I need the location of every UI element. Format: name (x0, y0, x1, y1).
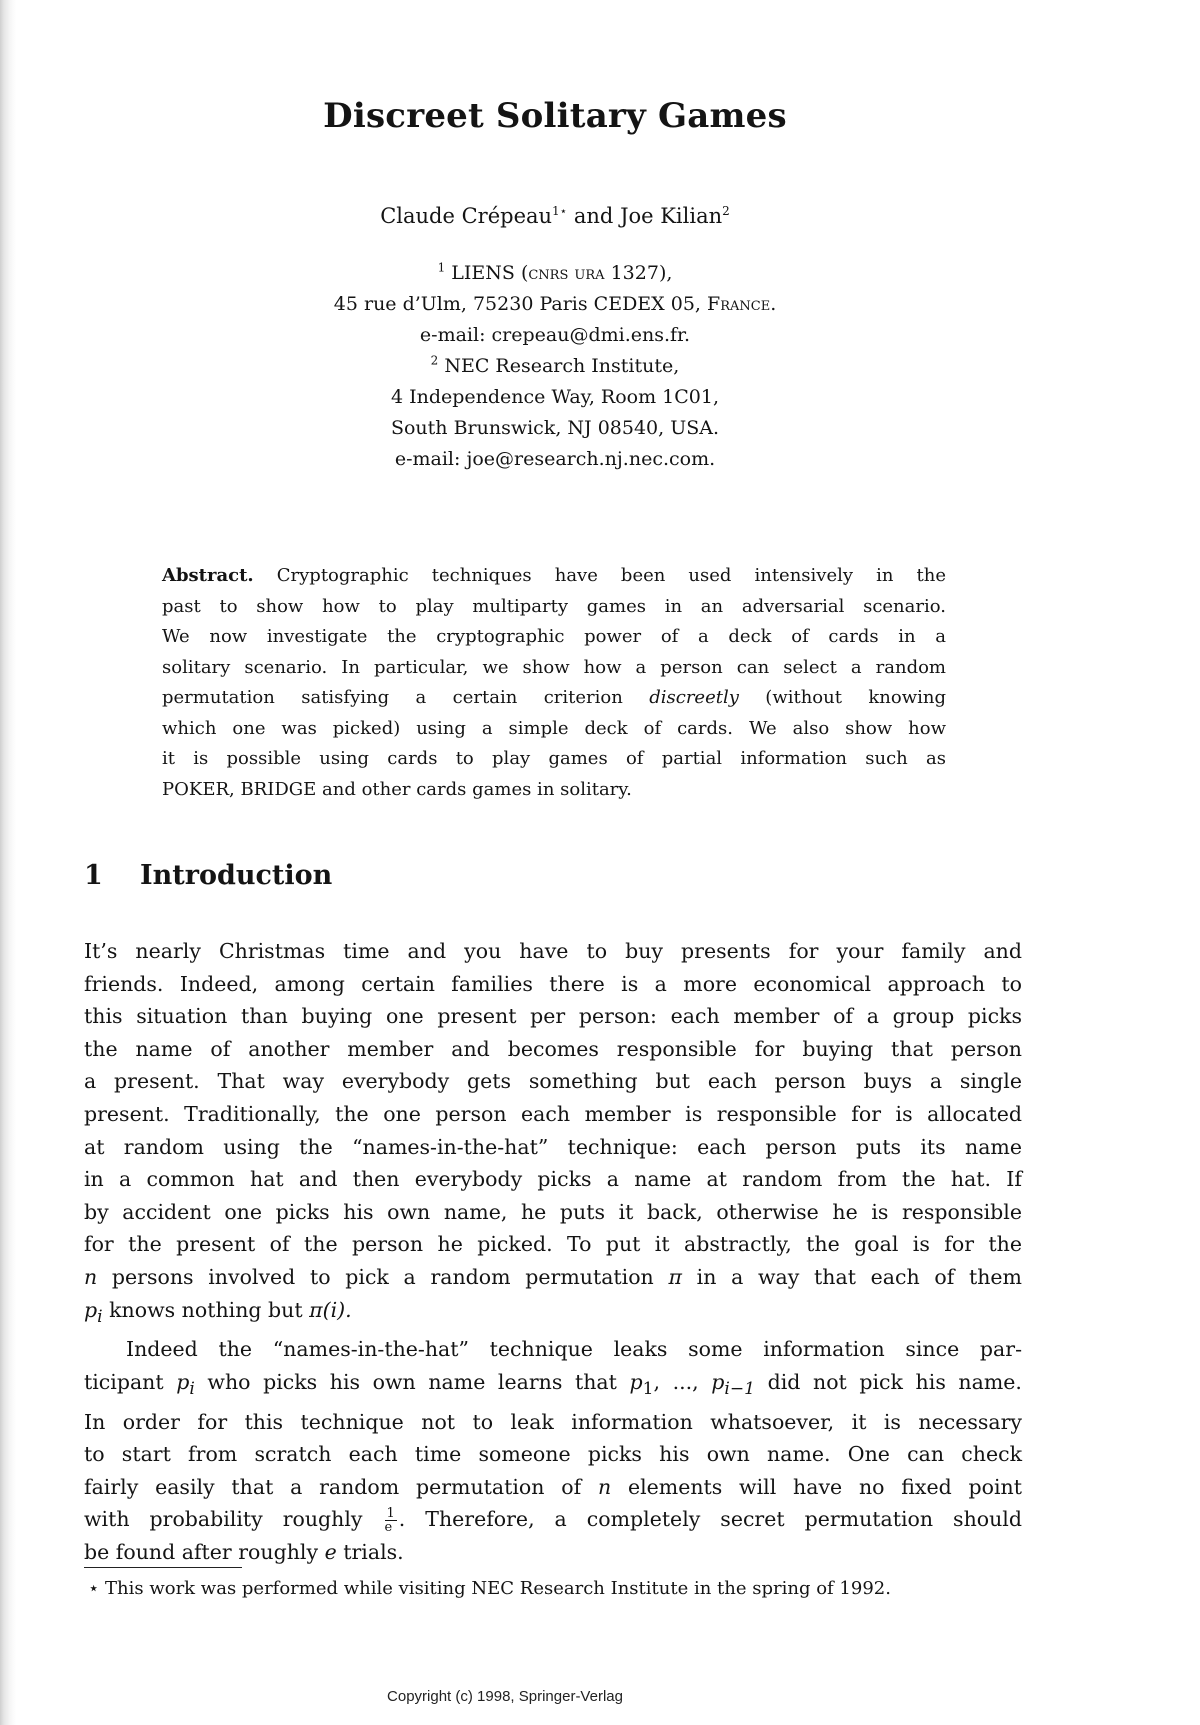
footnote-text: This work was performed while visiting NEC Research Institute in the spring of 1992. (105, 1578, 891, 1599)
author-crepeau: Claude Crépeau (380, 204, 553, 228)
body-line: a present. That way everybody gets something but each person buys a single (84, 1069, 1022, 1094)
body-line: In order for this technique not to leak information whatsoever, it is necessary (84, 1409, 1022, 1434)
abstract-line: permutation satisfying a certain criterion discreetly (without knowing (162, 687, 946, 708)
abstract-line: We now investigate the cryptographic power of a deck of cards in a (162, 626, 946, 647)
abstract-line: past to show how to play multiparty games in an adversarial scenario. (162, 595, 946, 617)
body-line: present. Traditionally, the one person each member is responsible for is allocated (84, 1101, 1022, 1126)
section-number: 1 (84, 860, 103, 891)
emphasis-discreetly: discreetly (649, 687, 739, 708)
body-line: to start from scratch each time someone picks his own name. One can check (84, 1442, 1022, 1467)
body-line: Indeed the “names-in-the-hat” technique leaks some information since par- (126, 1337, 1022, 1362)
body-line: $p_i$ knows nothing but π(i). (84, 1297, 352, 1327)
body-line: fairly easily that a random permutation of n elements will have no fixed point (84, 1474, 1022, 1499)
body-line: the name of another member and becomes responsible for buying that person (84, 1036, 1022, 1061)
body-line: for the present of the person he picked. To put it abstractly, the goal is for the (84, 1232, 1022, 1257)
author-conjunction: and (573, 204, 614, 228)
section-title: Introduction (140, 860, 333, 891)
abstract-line: it is possible using cards to play games of partial information such as (162, 748, 946, 769)
body-line: by accident one picks his own name, he puts it back, otherwise he is responsible (84, 1199, 1022, 1224)
body-line: friends. Indeed, among certain families there is a more economical approach to (84, 971, 1022, 996)
body-line: n persons involved to pick a random permutation π in a way that each of them (84, 1264, 1022, 1289)
body-text (84, 935, 1022, 1568)
body-line: be found after roughly e trials. (84, 1539, 404, 1564)
footnote (88, 1578, 891, 1599)
affil-2-address-1: 4 Independence Way, Room 1C01, (390, 386, 720, 408)
abstract-line: solitary scenario. In particular, we show how a person can select a random (162, 656, 946, 678)
footnote-rule (84, 1567, 242, 1568)
affil-2-address-2: South Brunswick, NJ 08540, USA. (390, 417, 720, 439)
body-line: It’s nearly Christmas time and you have to buy presents for your family and (84, 939, 1022, 963)
fraction-one-over-e: $\frac{1}{e}$ (384, 1506, 395, 1536)
abstract-line: Abstract. Cryptographic techniques have been used intensively in the (162, 565, 946, 586)
body-line: at random using the “names-in-the-hat” technique: each person puts its name (84, 1134, 1022, 1159)
author-crepeau-affil-mark: 1⋆ (552, 204, 568, 218)
abstract-label: Abstract. (162, 565, 254, 586)
author-kilian: Joe Kilian (620, 204, 723, 228)
affil-1-email: e-mail: crepeau@dmi.ens.fr. (419, 324, 691, 346)
body-line: this situation than buying one present per person: each member of a group picks (84, 1004, 1022, 1029)
body-line: with probability roughly $\frac{1}{e}$ . Therefore, a completely secret permutation should (84, 1506, 1022, 1536)
section-heading (84, 860, 332, 891)
affil-1-address: 45 rue d’Ulm, 75230 Paris CEDEX 05, France. (333, 293, 777, 315)
author-line (0, 204, 1110, 228)
affiliations-block (0, 258, 1110, 475)
paper-title: Discreet Solitary Games (323, 96, 787, 136)
body-line: ticipant $p_i$ who picks his own name learns that $p_1$, ..., $p_{i-1}$ did not pick his name. (84, 1369, 1022, 1399)
abstract-line: POKER, BRIDGE and other cards games in solitary. (162, 778, 632, 800)
body-line: in a common hat and then everybody picks a name at random from the hat. If (84, 1167, 1022, 1192)
affil-1-name: $^1$ LIENS (cnrs ura 1327), (437, 260, 673, 284)
affil-2-name: $^2$ NEC Research Institute, (430, 353, 680, 377)
copyright-notice: Copyright (c) 1998, Springer-Verlag (387, 1688, 623, 1705)
abstract (162, 561, 946, 805)
author-kilian-affil-mark: 2 (722, 204, 730, 218)
affil-2-email: e-mail: joe@research.nj.nec.com. (394, 448, 716, 470)
footnote-marker: ⋆ (88, 1578, 100, 1599)
abstract-line: which one was picked) using a simple deck of cards. We also show how (162, 717, 946, 739)
